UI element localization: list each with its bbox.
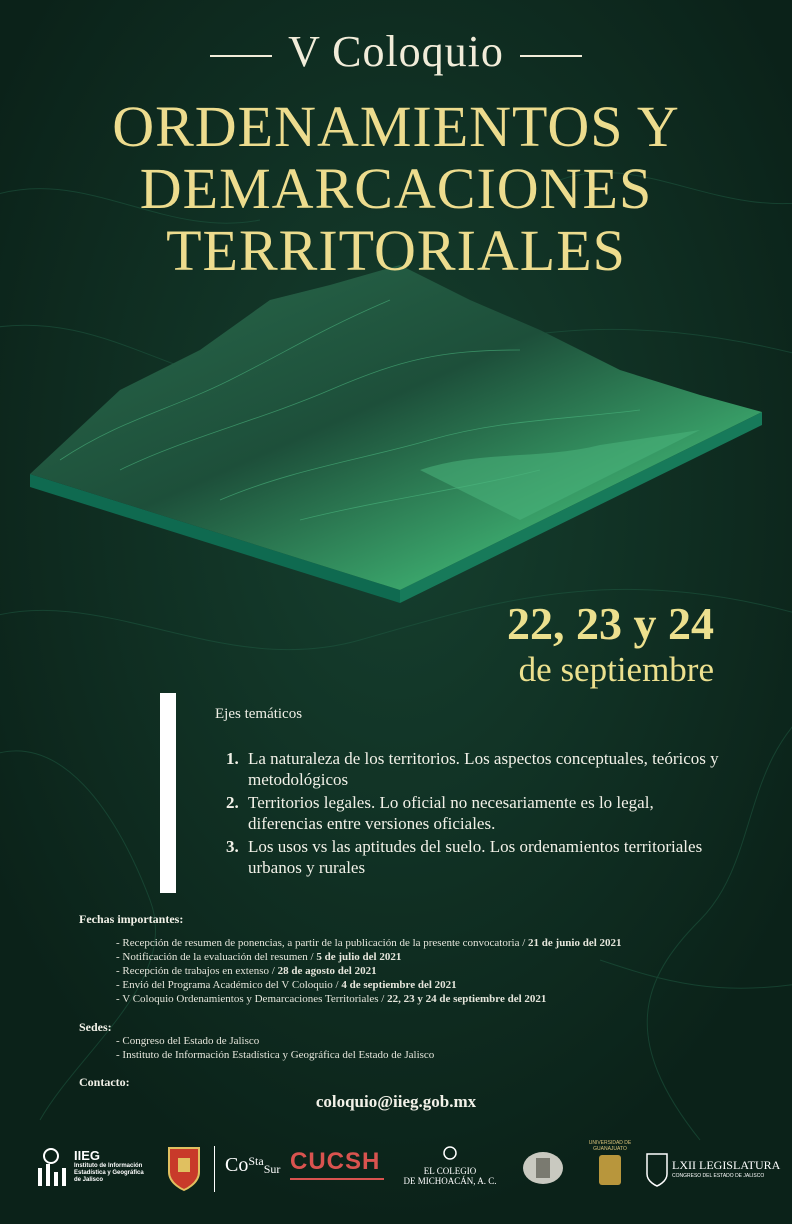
date-item-date: 28 de agosto del 2021 (277, 965, 377, 977)
date-item (116, 937, 622, 950)
date-item (116, 965, 377, 978)
title-line-2: DEMARCACIONES (139, 156, 653, 221)
dates-month: de septiembre (518, 650, 714, 689)
theme-item (226, 792, 726, 834)
costa-sur-t2: Sta (248, 1154, 264, 1168)
legislatura-crest-icon (644, 1148, 670, 1188)
dates-days: 22, 23 y 24 (507, 598, 714, 649)
legislatura-line2: CONGRESO DEL ESTADO DE JALISCO (672, 1173, 765, 1179)
venue-item: - Congreso del Estado de Jalisco (116, 1035, 260, 1047)
ugto-logo (580, 1140, 640, 1192)
venue-item: - Instituto de Información Estadística y Geográfica del Estado de Jalisco (116, 1049, 435, 1061)
event-kicker (0, 26, 792, 77)
contact-title: Contacto: (79, 1075, 130, 1089)
cucsh-name: CUCSH (290, 1148, 381, 1175)
theme-text: Los usos vs las aptitudes del suelo. Los ordenamientos territoriales urbanos y rurales (248, 837, 703, 877)
theme-item (226, 748, 726, 790)
map-pin-icon (34, 1146, 68, 1190)
kicker-text: V Coloquio (288, 27, 504, 76)
date-item (116, 951, 401, 964)
date-item-date: 4 de septiembre del 2021 (341, 979, 457, 991)
theme-number: 3. (226, 837, 239, 856)
venues-title: Sedes: (79, 1020, 112, 1034)
theme-text: La naturaleza de los territorios. Los aspectos conceptuales, teóricos y metodológicos (248, 749, 719, 789)
date-item (116, 979, 457, 992)
ugto-line1: UNIVERSIDAD DE (588, 1140, 632, 1146)
important-dates-title: Fechas importantes: (79, 912, 184, 926)
date-item-text: - V Coloquio Ordenamientos y Demarcaciones Territoriales / (116, 993, 388, 1005)
cucsh-logo (290, 1148, 384, 1180)
date-item-text: - Envió del Programa Académico del V Coloquio / (116, 979, 342, 991)
costa-sur-logo (225, 1154, 280, 1177)
theme-number: 1. (226, 749, 239, 768)
title-line-3: TERRITORIALES (166, 218, 626, 283)
iieg-line2: Estadística y Geográfica (74, 1170, 144, 1176)
theme-text: Territorios legales. Lo oficial no necesariamente es lo legal, diferencias entre versiones oficiales. (248, 793, 654, 833)
iieg-logo (34, 1146, 144, 1194)
theme-item (226, 836, 726, 878)
theme-number: 2. (226, 793, 239, 812)
date-item-text: - Recepción de trabajos en extenso / (116, 965, 278, 977)
colmich-line2: DE MICHOACÁN, A. C. (403, 1176, 497, 1186)
crest-icon (520, 1146, 566, 1190)
date-item-date: 5 de julio del 2021 (316, 951, 402, 963)
themes-title: Ejes temáticos (215, 706, 303, 722)
iieg-name: IIEG (74, 1148, 101, 1163)
legislatura-line1: LXII LEGISLATURA (672, 1158, 781, 1172)
costa-sur-t1: Co (225, 1154, 249, 1176)
contact-email-link[interactable]: coloquio@iieg.gob.mx (315, 1092, 477, 1111)
title-line-1: ORDENAMIENTOS Y (112, 94, 680, 159)
date-item-date: 22, 23 y 24 de septiembre del 2021 (387, 993, 547, 1005)
colmich-logo (400, 1144, 500, 1186)
sponsor-logos (20, 1140, 781, 1200)
iieg-line1: Instituto de Información (74, 1163, 143, 1169)
date-item (116, 993, 546, 1006)
iieg-line3: de Jalisco (74, 1177, 104, 1183)
colmich-line1: EL COLEGIO (423, 1166, 477, 1176)
date-item-text: - Recepción de resumen de ponencias, a partir de la publicación de la presente convocatoria / (116, 937, 529, 949)
themes-list (226, 748, 726, 880)
costa-sur-t3: Sur (263, 1162, 281, 1176)
cucsh-underline (290, 1178, 384, 1180)
ugto-seal-icon (596, 1152, 624, 1188)
logo-divider (214, 1146, 215, 1192)
date-item-date: 21 de junio del 2021 (528, 937, 622, 949)
themes-accent-bar (160, 693, 176, 893)
colmich-emblem-icon (442, 1144, 458, 1162)
kicker-rule-left (210, 55, 272, 57)
udeg-shield-icon (166, 1144, 202, 1192)
kicker-rule-right (520, 55, 582, 57)
event-dates (507, 598, 714, 690)
legislatura-logo (644, 1148, 781, 1192)
date-item-text: - Notificación de la evaluación del resumen / (116, 951, 317, 963)
ugto-line2: GUANAJUATO (593, 1146, 627, 1152)
